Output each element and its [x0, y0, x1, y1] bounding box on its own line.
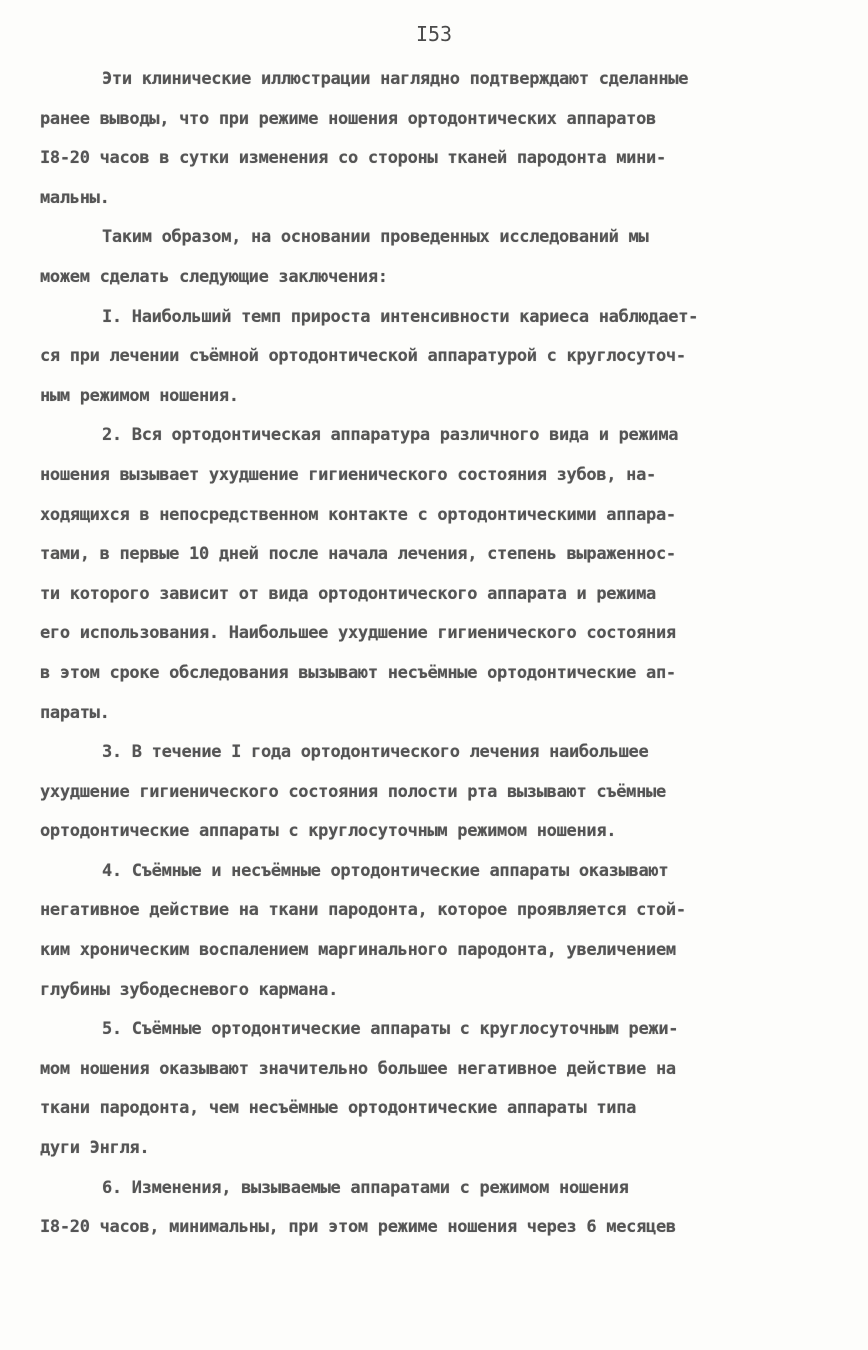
text-line: можем сделать следующие заключения:	[40, 266, 388, 287]
text-line: I. Наибольший темп прироста интенсивности кариеса наблюдает-	[102, 306, 699, 327]
page-number: I53	[415, 22, 453, 46]
text-line: тами, в первые 10 дней после начала лечения, степень выраженнос-	[40, 544, 676, 565]
text-line: Таким образом, на основании проведенных исследований мы	[102, 227, 649, 248]
text-line: ти которого зависит от вида ортодонтического аппарата и режима	[40, 583, 656, 604]
text-line: мом ношения оказывают значительно большее негативное действие на	[40, 1058, 676, 1079]
text-line: ортодонтические аппараты с круглосуточным режимом ношения.	[40, 821, 617, 842]
text-line: I8-20 часов, минимальны, при этом режиме ношения через 6 месяцев	[40, 1217, 676, 1238]
text-line: ным режимом ношения.	[40, 385, 239, 406]
text-line: Эти клинические иллюстрации наглядно подтверждают сделанные	[102, 69, 689, 89]
text-line: 4. Съёмные и несъёмные ортодонтические аппараты оказывают	[102, 860, 669, 881]
text-line: параты.	[40, 702, 110, 723]
text-line: ходящихся в непосредственном контакте с ортодонтическими аппара-	[40, 504, 676, 525]
text-line: негативное действие на ткани пародонта, которое проявляется стой-	[40, 900, 686, 921]
text-line: 3. В течение I года ортодонтического лечения наибольшее	[102, 742, 649, 763]
text-line: ношения вызывает ухудшение гигиенического состояния зубов, на-	[40, 464, 656, 485]
text-line: ким хроническим воспалением маргинального пародонта, увеличением	[40, 940, 676, 961]
text-line: ухудшение гигиенического состояния полости рта вызывают съёмные	[40, 781, 666, 802]
text-line: глубины зубодесневого кармана.	[40, 979, 339, 1000]
text-line: дуги Энгля.	[40, 1138, 150, 1159]
text-line: ранее выводы, что при режиме ношения ортодонтических аппаратов	[40, 108, 656, 129]
text-line: 6. Изменения, вызываемые аппаратами с режимом ношения	[102, 1177, 629, 1198]
text-line: ся при лечении съёмной ортодонтической аппаратурой с круглосуточ-	[40, 346, 686, 367]
text-line: 2. Вся ортодонтическая аппаратура различного вида и режима	[102, 425, 679, 446]
text-line: ткани пародонта, чем несъёмные ортодонтические аппараты типа	[40, 1098, 637, 1119]
text-line: в этом сроке обследования вызывают несъёмные ортодонтические ап-	[40, 662, 676, 683]
text-line: мальны.	[40, 187, 110, 208]
text-line: 5. Съёмные ортодонтические аппараты с круглосуточным режи-	[102, 1019, 679, 1040]
text-line: его использования. Наибольшее ухудшение гигиенического состояния	[40, 623, 676, 644]
text-line: I8-20 часов в сутки изменения со стороны тканей пародонта мини-	[40, 148, 666, 169]
body-text	[40, 60, 830, 1248]
